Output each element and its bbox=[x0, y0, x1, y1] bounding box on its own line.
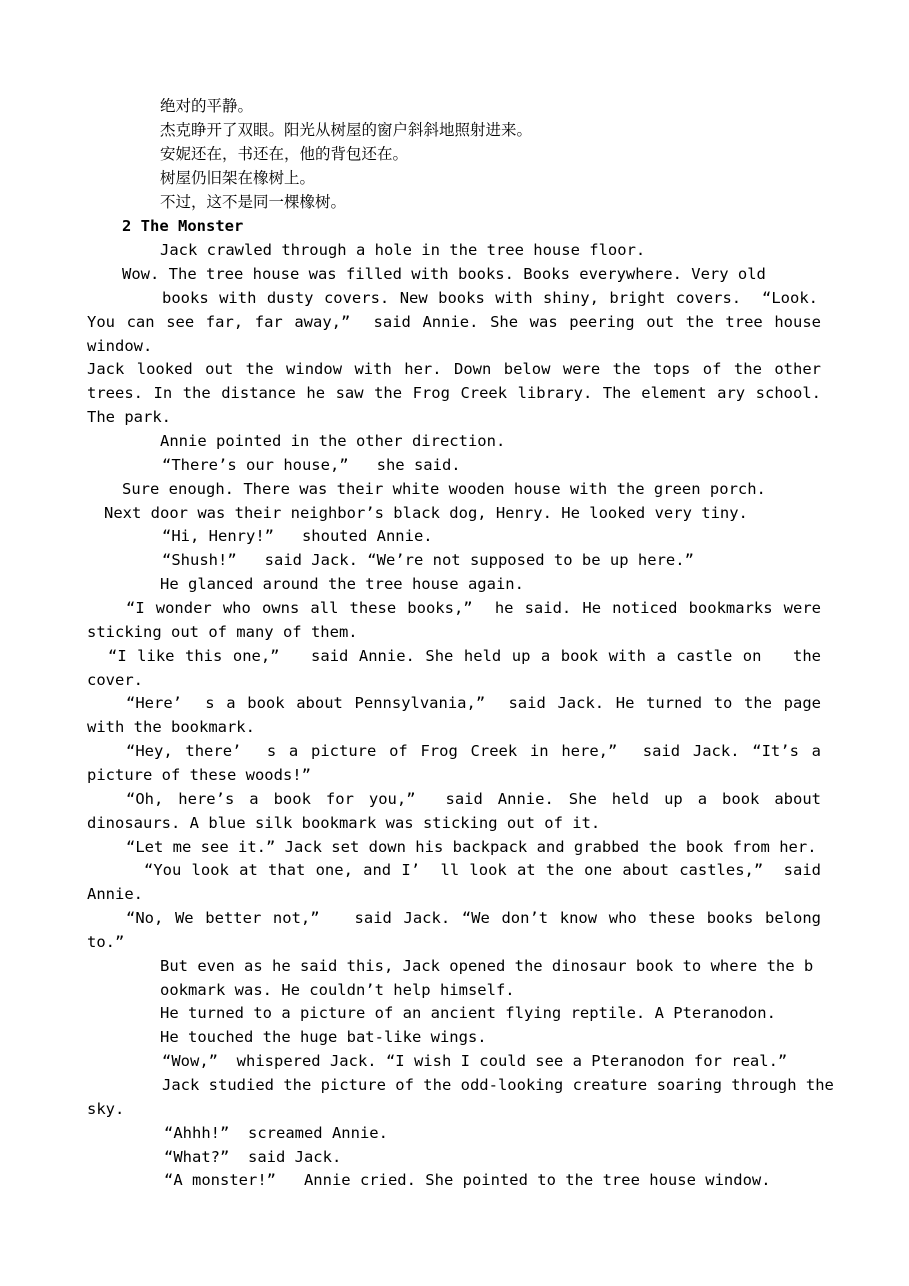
text-line: 不过，这不是同一棵橡树。 bbox=[160, 193, 347, 211]
text-line: “Oh, here’s a book for you,” said Annie. She held up a book about bbox=[126, 790, 821, 808]
text-line: 绝对的平静。 bbox=[160, 97, 254, 115]
text-line: sticking out of many of them. bbox=[87, 623, 358, 641]
text-line: picture of these woods!” bbox=[87, 766, 311, 784]
text-line: But even as he said this, Jack opened the dinosaur book to where the b bbox=[160, 957, 814, 975]
text-line: Jack crawled through a hole in the tree house floor. bbox=[160, 241, 646, 259]
text-line: Jack studied the picture of the odd-looking creature soaring through the bbox=[162, 1076, 834, 1094]
text-line: “Here’ s a book about Pennsylvania,” said Jack. He turned to the page bbox=[126, 694, 821, 712]
text-line: Jack looked out the window with her. Down below were the tops of the other bbox=[87, 360, 821, 378]
text-line: Wow. The tree house was filled with books. Books everywhere. Very old bbox=[122, 265, 766, 283]
text-line: Sure enough. There was their white wooden house with the green porch. bbox=[122, 480, 766, 498]
text-line: books with dusty covers. New books with shiny, bright covers. “Look. bbox=[162, 289, 818, 307]
text-line: trees. In the distance he saw the Frog Creek library. The element ary school. bbox=[87, 384, 821, 402]
text-line: “What?” said Jack. bbox=[164, 1148, 342, 1166]
text-line: Next door was their neighbor’s black dog, Henry. He looked very tiny. bbox=[104, 504, 748, 522]
text-line: sky. bbox=[87, 1100, 125, 1118]
text-line: window. bbox=[87, 337, 153, 355]
text-line: dinosaurs. A blue silk bookmark was sticking out of it. bbox=[87, 814, 601, 832]
text-line: “Ahhh!” screamed Annie. bbox=[164, 1124, 388, 1142]
text-line: “You look at that one, and I’ ll look at the one about castles,” said bbox=[144, 861, 821, 879]
text-line: cover. bbox=[87, 671, 143, 689]
text-line: “There’s our house,” she said. bbox=[162, 456, 461, 474]
text-line: He glanced around the tree house again. bbox=[160, 575, 524, 593]
text-line: “Shush!” said Jack. “We’re not supposed to be up here.” bbox=[162, 551, 694, 569]
text-line: “A monster!” Annie cried. She pointed to the tree house window. bbox=[164, 1171, 771, 1189]
chapter-heading: 2 The Monster bbox=[122, 217, 244, 235]
text-line: “Hey, there’ s a picture of Frog Creek in here,” said Jack. “It’s a bbox=[126, 742, 821, 760]
text-line: Annie pointed in the other direction. bbox=[160, 432, 506, 450]
text-line: ookmark was. He couldn’t help himself. bbox=[160, 981, 515, 999]
text-line: Annie. bbox=[87, 885, 143, 903]
text-line: with the bookmark. bbox=[87, 718, 255, 736]
text-line: “Wow,” whispered Jack. “I wish I could see a Pteranodon for real.” bbox=[162, 1052, 788, 1070]
text-line: “Hi, Henry!” shouted Annie. bbox=[162, 527, 433, 545]
text-line: to.” bbox=[87, 933, 125, 951]
text-line: He touched the huge bat-like wings. bbox=[160, 1028, 487, 1046]
text-line: 树屋仍旧架在橡树上。 bbox=[160, 169, 316, 187]
text-line: He turned to a picture of an ancient flying reptile. A Pteranodon. bbox=[160, 1004, 776, 1022]
text-line: You can see far, far away,” said Annie. She was peering out the tree house bbox=[87, 313, 821, 331]
text-line: “I wonder who owns all these books,” he said. He noticed bookmarks were bbox=[126, 599, 821, 617]
text-line: The park. bbox=[87, 408, 171, 426]
text-line: 杰克睁开了双眼。阳光从树屋的窗户斜斜地照射进来。 bbox=[160, 121, 533, 139]
text-line: “Let me see it.” Jack set down his backpack and grabbed the book from her. bbox=[126, 838, 817, 856]
text-line: 安妮还在，书还在，他的背包还在。 bbox=[160, 145, 409, 163]
text-line: “I like this one,” said Annie. She held up a book with a castle on the bbox=[108, 647, 821, 665]
text-line: “No, We better not,” said Jack. “We don’t know who these books belong bbox=[126, 909, 821, 927]
